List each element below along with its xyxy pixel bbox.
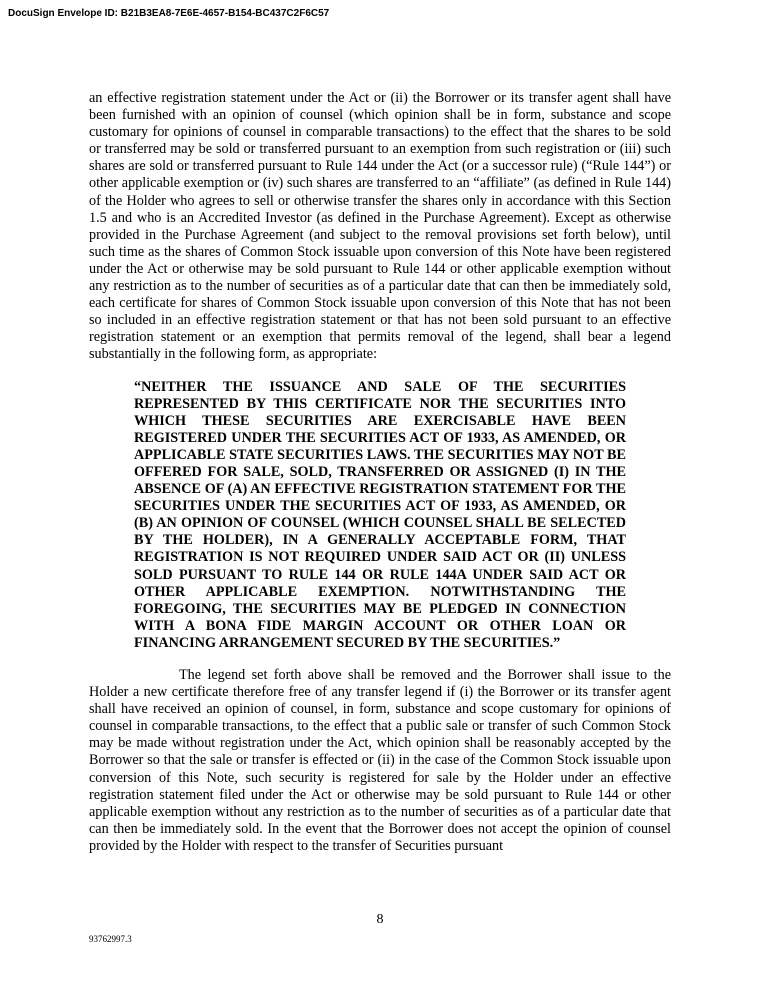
paragraph-2: The legend set forth above shall be removed and the Borrower shall issue to the Holder a new certificate therefore free of any transfer legend if (i) the Borrower or its transfer agent shall have received an opinion of counsel, in form, substance and scope customary for opinions of counsel in comparable transactions, to the effect that a public sale or transfer of such Common Stock may be made without registration under the Act, which opinion shall be reasonably accepted by the Borrower so that the sale or transfer is effected or (ii) in the case of the Common Stock issuable upon conversion of this Note, such security is registered for sale by the Holder under an effective registration statement filed under the Act or otherwise may be sold pursuant to Rule 144 or other applicable exemption without any restriction as to the number of securities as of a particular date that can then be immediately sold. In the event that the Borrower does not accept the opinion of counsel provided by the Holder with respect to the transfer of Securities pursuant	[89, 667, 671, 854]
document-id-footer: 93762997.3	[89, 934, 132, 944]
envelope-id-header: DocuSign Envelope ID: B21B3EA8-7E6E-4657-B154-BC437C2F6C57	[8, 8, 330, 19]
paragraph-1: an effective registration statement under the Act or (ii) the Borrower or its transfer agent shall have been furnished with an opinion of counsel (which opinion shall be in form, substance and scope customary for opinions of counsel in comparable transactions) to the effect that the shares to be sold or transferred may be sold or transferred pursuant to an exemption from such registration or (iii) such shares are sold or transferred pursuant to Rule 144 under the Act (or a successor rule) (“Rule 144”) or other applicable exemption or (iv) such shares are transferred to an “affiliate” (as defined in Rule 144) of the Holder who agrees to sell or otherwise transfer the shares only in accordance with this Section 1.5 and who is an Accredited Investor (as defined in the Purchase Agreement). Except as otherwise provided in the Purchase Agreement (and subject to the removal provisions set forth below), until such time as the shares of Common Stock issuable upon conversion of this Note have been registered under the Act or otherwise may be sold pursuant to Rule 144 or other applicable exemption without any restriction as to the number of securities as of a particular date that can then be immediately sold, each certificate for shares of Common Stock issuable upon conversion of this Note that has not been so included in an effective registration statement or that has not been sold pursuant to an effective registration statement or an exemption that permits removal of the legend, shall bear a legend substantially in the following form, as appropriate:	[89, 90, 671, 363]
document-body	[89, 90, 671, 855]
page-number: 8	[376, 912, 384, 927]
legend-block: “NEITHER THE ISSUANCE AND SALE OF THE SECURITIES REPRESENTED BY THIS CERTIFICATE NOR THE SECURITIES INTO WHICH THESE SECURITIES ARE EXERCISABLE HAVE BEEN REGISTERED UNDER THE SECURITIES ACT OF 1933, AS AMENDED, OR APPLICABLE STATE SECURITIES LAWS. THE SECURITIES MAY NOT BE OFFERED FOR SALE, SOLD, TRANSFERRED OR ASSIGNED (I) IN THE ABSENCE OF (A) AN EFFECTIVE REGISTRATION STATEMENT FOR THE SECURITIES UNDER THE SECURITIES ACT OF 1933, AS AMENDED, OR (B) AN OPINION OF COUNSEL (WHICH COUNSEL SHALL BE SELECTED BY THE HOLDER), IN A GENERALLY ACCEPTABLE FORM, THAT REGISTRATION IS NOT REQUIRED UNDER SAID ACT OR (II) UNLESS SOLD PURSUANT TO RULE 144 OR RULE 144A UNDER SAID ACT OR OTHER APPLICABLE EXEMPTION. NOTWITHSTANDING THE FOREGOING, THE SECURITIES MAY BE PLEDGED IN CONNECTION WITH A BONA FIDE MARGIN ACCOUNT OR OTHER LOAN OR FINANCING ARRANGEMENT SECURED BY THE SECURITIES.”	[134, 378, 626, 651]
